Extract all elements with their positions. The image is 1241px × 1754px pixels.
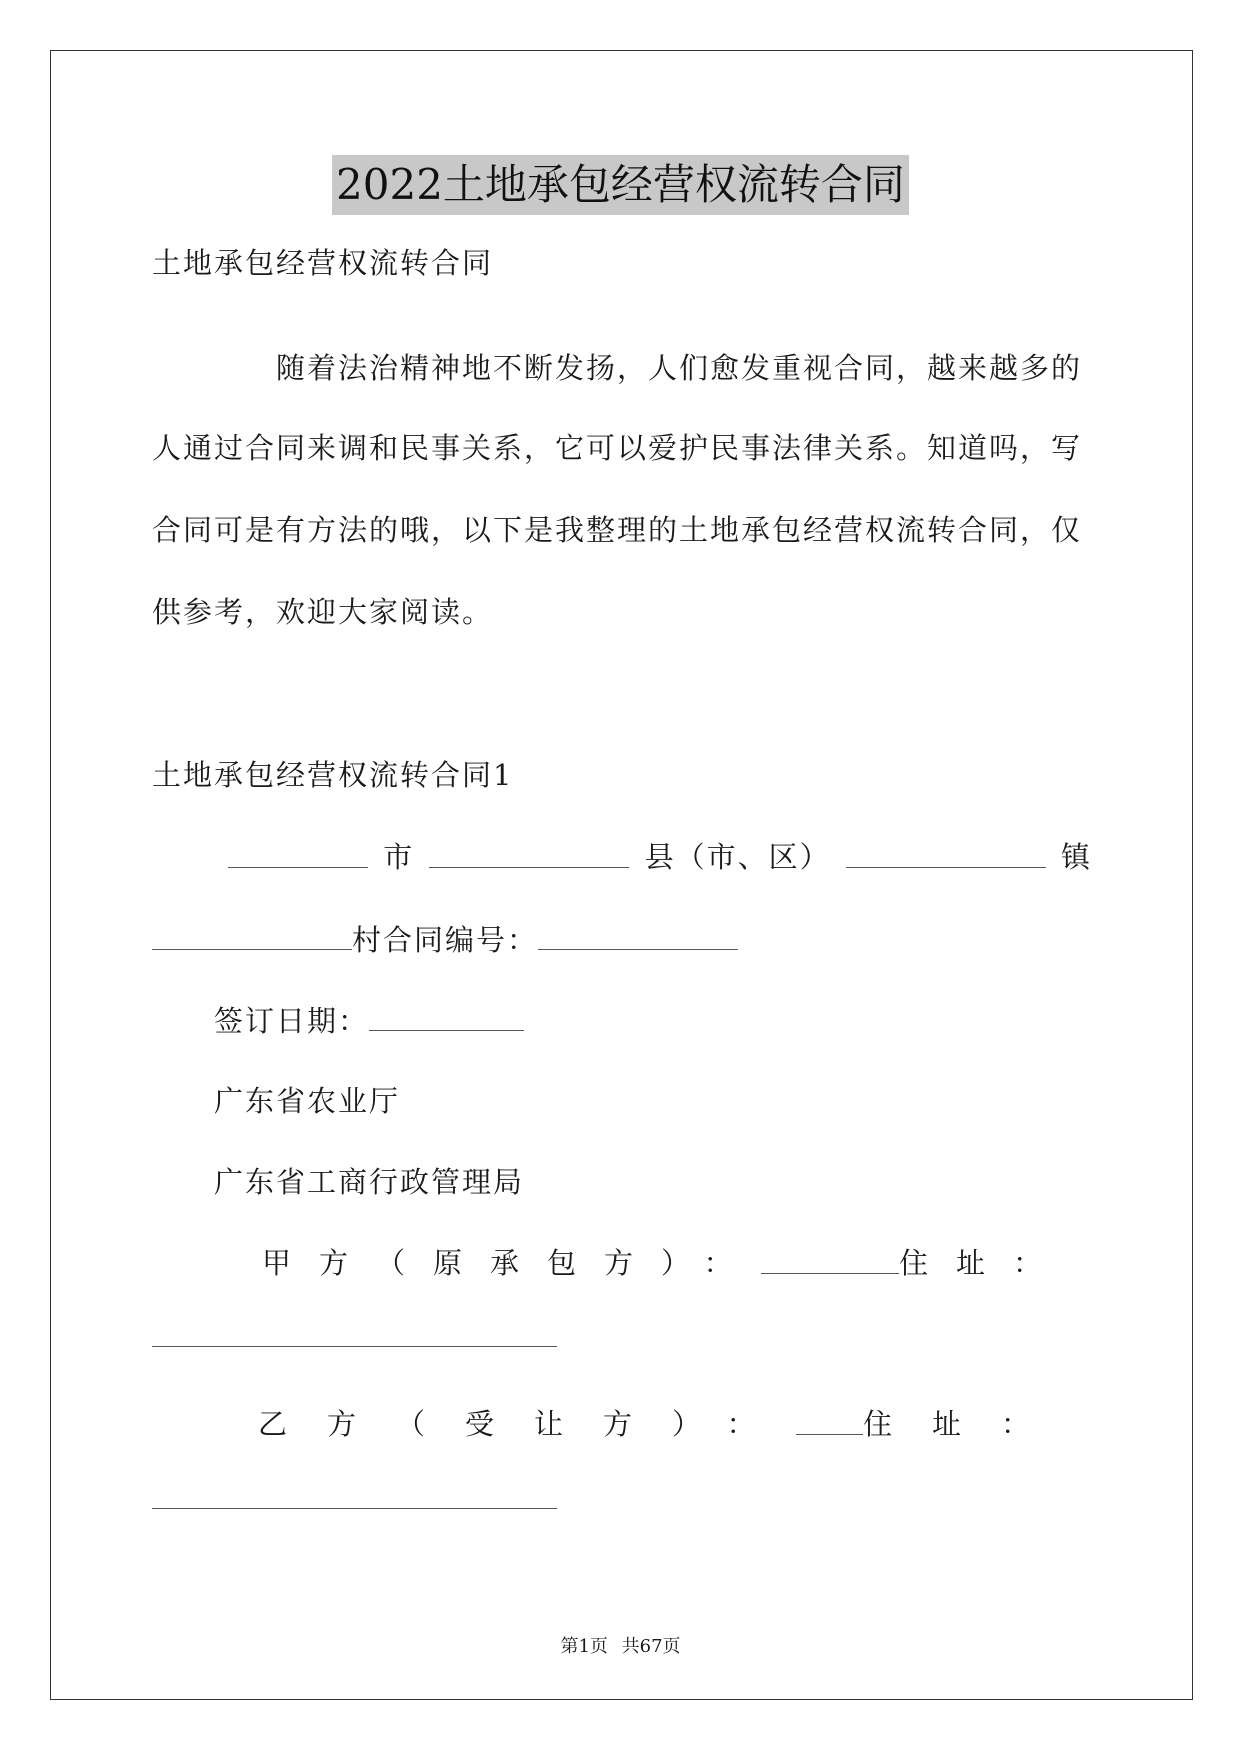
party-a-label: 甲方（原承包方）： — [262, 1246, 761, 1280]
intro-line-2: 人通过合同来调和民事关系，它可以爱护民事法律关系。知道吗，写 — [152, 431, 1083, 465]
party-a-row — [262, 1243, 1070, 1283]
subtitle: 土地承包经营权流转合同 — [152, 246, 494, 280]
city-label: 市 — [383, 840, 415, 874]
party-a-blank — [761, 1243, 899, 1274]
org-2: 广东省工商行政管理局 — [214, 1165, 525, 1199]
town-label: 镇 — [1060, 840, 1092, 874]
party-b-row — [258, 1404, 1070, 1444]
party-b-blank — [796, 1404, 863, 1435]
sign-date-blank — [369, 1000, 524, 1031]
contract-no-blank — [538, 919, 738, 950]
org-1: 广东省农业厅 — [214, 1084, 401, 1118]
party-a-address-label: 住址： — [898, 1246, 1070, 1280]
party-b-address-blank — [152, 1478, 557, 1509]
party-a-address-blank — [152, 1316, 557, 1347]
city-blank — [228, 837, 368, 868]
sign-date-label: 签订日期： — [214, 1004, 370, 1038]
party-b-label: 乙方（受让方）： — [258, 1407, 796, 1441]
title-wrap — [0, 155, 1241, 215]
party-b-address-row — [152, 1478, 1092, 1519]
village-blank — [152, 919, 352, 950]
sign-date-row — [214, 1000, 1154, 1041]
intro-line-4: 供参考，欢迎大家阅读。 — [152, 595, 494, 629]
county-blank — [429, 837, 629, 868]
party-b-address-label: 住址： — [862, 1407, 1070, 1441]
page-number: 第1页 — [560, 1636, 608, 1657]
town-blank — [846, 837, 1046, 868]
location-row — [228, 837, 1092, 877]
page-footer — [0, 1635, 1241, 1659]
page-total: 共67页 — [621, 1636, 681, 1657]
section-title: 土地承包经营权流转合同1 — [152, 758, 514, 792]
county-label: 县（市、区） — [644, 840, 831, 874]
intro-line-1: 随着法治精神地不断发扬，人们愈发重视合同，越来越多的 — [276, 351, 1083, 385]
party-a-address-row — [152, 1316, 1092, 1357]
village-contract-label: 村合同编号： — [352, 923, 539, 957]
village-row — [152, 919, 1092, 960]
intro-line-3: 合同可是有方法的哦，以下是我整理的土地承包经营权流转合同，仅 — [152, 513, 1083, 547]
document-title: 2022土地承包经营权流转合同 — [332, 155, 909, 215]
